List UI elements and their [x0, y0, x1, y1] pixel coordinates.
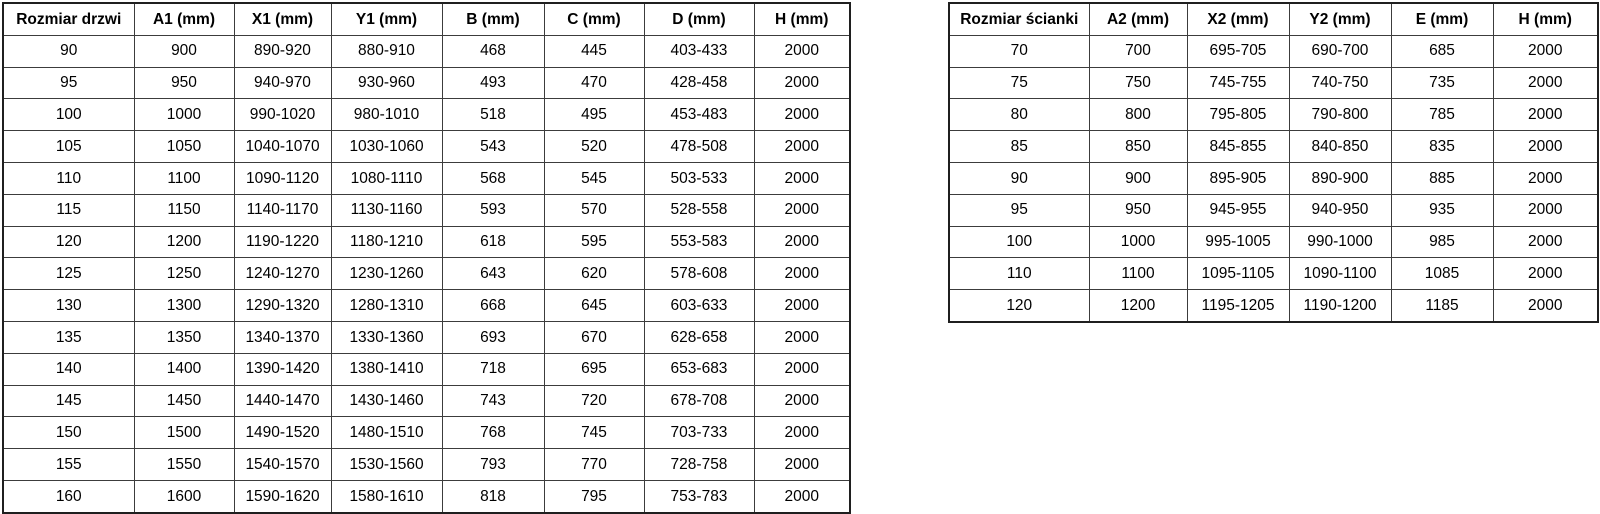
wall-column-header: Y2 (mm) [1289, 3, 1391, 35]
wall-column-header: H (mm) [1493, 3, 1598, 35]
wall-table-cell: 740-750 [1289, 67, 1391, 99]
door-header-row [3, 3, 850, 35]
door-table-row [3, 353, 850, 385]
door-table-cell: 678-708 [644, 385, 754, 417]
wall-table-cell: 1185 [1391, 290, 1493, 322]
door-table-cell: 528-558 [644, 194, 754, 226]
door-table-cell: 110 [3, 162, 134, 194]
wall-table-cell: 75 [949, 67, 1089, 99]
wall-table-cell: 95 [949, 194, 1089, 226]
door-table-cell: 2000 [754, 449, 850, 481]
door-table-cell: 568 [442, 162, 544, 194]
wall-table-row [949, 226, 1598, 258]
door-table-cell: 695 [544, 353, 644, 385]
wall-table-cell: 690-700 [1289, 35, 1391, 67]
wall-table-header [949, 3, 1598, 35]
door-table-cell: 503-533 [644, 162, 754, 194]
door-table-cell: 980-1010 [331, 99, 442, 131]
wall-table-cell: 850 [1089, 131, 1187, 163]
door-table-row [3, 67, 850, 99]
door-table-cell: 1600 [134, 480, 234, 512]
door-table-cell: 1190-1220 [234, 226, 331, 258]
door-table-cell: 403-433 [644, 35, 754, 67]
door-table-cell: 1180-1210 [331, 226, 442, 258]
wall-table-cell: 2000 [1493, 194, 1598, 226]
door-table-cell: 753-783 [644, 480, 754, 512]
door-table-cell: 155 [3, 449, 134, 481]
door-table-cell: 100 [3, 99, 134, 131]
wall-table-row [949, 290, 1598, 322]
wall-table-cell: 895-905 [1187, 162, 1289, 194]
door-table-row [3, 162, 850, 194]
door-table-cell: 1250 [134, 258, 234, 290]
wall-table-cell: 935 [1391, 194, 1493, 226]
door-size-table [2, 2, 851, 514]
door-table-cell: 1500 [134, 417, 234, 449]
door-table-cell: 570 [544, 194, 644, 226]
door-table-cell: 1080-1110 [331, 162, 442, 194]
wall-table-cell: 945-955 [1187, 194, 1289, 226]
wall-column-header: A2 (mm) [1089, 3, 1187, 35]
door-table-cell: 2000 [754, 99, 850, 131]
wall-column-header: X2 (mm) [1187, 3, 1289, 35]
door-table-cell: 743 [442, 385, 544, 417]
door-table-cell: 2000 [754, 417, 850, 449]
wall-table-cell: 795-805 [1187, 99, 1289, 131]
wall-table-cell: 700 [1089, 35, 1187, 67]
wall-table-row [949, 99, 1598, 131]
door-table-cell: 645 [544, 290, 644, 322]
door-table-cell: 150 [3, 417, 134, 449]
wall-column-header: E (mm) [1391, 3, 1493, 35]
door-table-cell: 428-458 [644, 67, 754, 99]
door-table-row [3, 35, 850, 67]
door-table-cell: 545 [544, 162, 644, 194]
door-table-cell: 770 [544, 449, 644, 481]
door-table-cell: 603-633 [644, 290, 754, 322]
wall-table-row [949, 67, 1598, 99]
wall-table-cell: 2000 [1493, 35, 1598, 67]
wall-table-cell: 750 [1089, 67, 1187, 99]
door-table-cell: 720 [544, 385, 644, 417]
door-table-cell: 1050 [134, 131, 234, 163]
wall-table-row [949, 131, 1598, 163]
door-table-cell: 1480-1510 [331, 417, 442, 449]
door-table-cell: 125 [3, 258, 134, 290]
wall-size-table [948, 2, 1599, 323]
door-table-cell: 2000 [754, 35, 850, 67]
door-table-cell: 160 [3, 480, 134, 512]
door-table-cell: 1030-1060 [331, 131, 442, 163]
door-table-cell: 940-970 [234, 67, 331, 99]
door-table-cell: 1130-1160 [331, 194, 442, 226]
door-table-cell: 728-758 [644, 449, 754, 481]
door-table-cell: 900 [134, 35, 234, 67]
door-table-row [3, 226, 850, 258]
door-table-cell: 1300 [134, 290, 234, 322]
door-table-cell: 1340-1370 [234, 321, 331, 353]
door-table-cell: 1330-1360 [331, 321, 442, 353]
door-table-cell: 1380-1410 [331, 353, 442, 385]
door-table-cell: 1550 [134, 449, 234, 481]
door-column-header: H (mm) [754, 3, 850, 35]
door-column-header: X1 (mm) [234, 3, 331, 35]
door-table-cell: 618 [442, 226, 544, 258]
wall-table-cell: 745-755 [1187, 67, 1289, 99]
door-table-cell: 130 [3, 290, 134, 322]
door-column-header: Y1 (mm) [331, 3, 442, 35]
wall-table-cell: 885 [1391, 162, 1493, 194]
door-table-cell: 105 [3, 131, 134, 163]
door-table-cell: 670 [544, 321, 644, 353]
door-table-cell: 520 [544, 131, 644, 163]
door-table-cell: 1430-1460 [331, 385, 442, 417]
door-table-cell: 468 [442, 35, 544, 67]
wall-table-cell: 120 [949, 290, 1089, 322]
door-table-cell: 2000 [754, 162, 850, 194]
door-table-row [3, 131, 850, 163]
door-column-header: C (mm) [544, 3, 644, 35]
wall-table-cell: 1090-1100 [1289, 258, 1391, 290]
door-table-row [3, 385, 850, 417]
wall-header-row [949, 3, 1598, 35]
wall-table-cell: 990-1000 [1289, 226, 1391, 258]
door-table-cell: 643 [442, 258, 544, 290]
door-table-cell: 2000 [754, 353, 850, 385]
wall-table-cell: 2000 [1493, 290, 1598, 322]
door-table-cell: 593 [442, 194, 544, 226]
wall-table-cell: 685 [1391, 35, 1493, 67]
door-table-cell: 2000 [754, 385, 850, 417]
door-table-cell: 495 [544, 99, 644, 131]
door-table-cell: 135 [3, 321, 134, 353]
door-table-cell: 1530-1560 [331, 449, 442, 481]
door-table-cell: 1290-1320 [234, 290, 331, 322]
wall-table-cell: 80 [949, 99, 1089, 131]
wall-table-cell: 1000 [1089, 226, 1187, 258]
wall-table-cell: 100 [949, 226, 1089, 258]
door-table-cell: 1230-1260 [331, 258, 442, 290]
door-table-cell: 445 [544, 35, 644, 67]
door-column-header: D (mm) [644, 3, 754, 35]
door-table-cell: 1150 [134, 194, 234, 226]
door-table-cell: 1040-1070 [234, 131, 331, 163]
door-table-cell: 2000 [754, 321, 850, 353]
door-column-header: A1 (mm) [134, 3, 234, 35]
door-table-cell: 693 [442, 321, 544, 353]
wall-table-cell: 995-1005 [1187, 226, 1289, 258]
door-table-cell: 1140-1170 [234, 194, 331, 226]
wall-table-cell: 800 [1089, 99, 1187, 131]
door-table-cell: 653-683 [644, 353, 754, 385]
wall-table-cell: 1190-1200 [1289, 290, 1391, 322]
door-table-cell: 2000 [754, 258, 850, 290]
wall-table-cell: 835 [1391, 131, 1493, 163]
door-table-row [3, 321, 850, 353]
wall-table-cell: 2000 [1493, 99, 1598, 131]
wall-table-cell: 985 [1391, 226, 1493, 258]
wall-table-cell: 1195-1205 [1187, 290, 1289, 322]
wall-table-cell: 70 [949, 35, 1089, 67]
door-table-cell: 793 [442, 449, 544, 481]
door-table-row [3, 417, 850, 449]
door-table-cell: 890-920 [234, 35, 331, 67]
door-table-cell: 620 [544, 258, 644, 290]
door-table-cell: 120 [3, 226, 134, 258]
door-table-cell: 1580-1610 [331, 480, 442, 512]
door-table-cell: 2000 [754, 194, 850, 226]
door-table-cell: 718 [442, 353, 544, 385]
door-table-cell: 518 [442, 99, 544, 131]
wall-table-row [949, 162, 1598, 194]
door-table-cell: 768 [442, 417, 544, 449]
door-table-row [3, 194, 850, 226]
door-table-cell: 668 [442, 290, 544, 322]
door-table-cell: 950 [134, 67, 234, 99]
wall-table-cell: 840-850 [1289, 131, 1391, 163]
door-table-cell: 1100 [134, 162, 234, 194]
door-table-cell: 930-960 [331, 67, 442, 99]
door-table-cell: 703-733 [644, 417, 754, 449]
wall-table-row [949, 194, 1598, 226]
wall-table-cell: 85 [949, 131, 1089, 163]
door-table-cell: 880-910 [331, 35, 442, 67]
door-table-cell: 90 [3, 35, 134, 67]
door-column-header: Rozmiar drzwi [3, 3, 134, 35]
wall-table-cell: 1100 [1089, 258, 1187, 290]
wall-column-header: Rozmiar ścianki [949, 3, 1089, 35]
door-table-cell: 2000 [754, 131, 850, 163]
door-table-cell: 478-508 [644, 131, 754, 163]
door-table-cell: 1400 [134, 353, 234, 385]
wall-table-cell: 1095-1105 [1187, 258, 1289, 290]
wall-table-cell: 785 [1391, 99, 1493, 131]
wall-table-cell: 735 [1391, 67, 1493, 99]
wall-table-cell: 1085 [1391, 258, 1493, 290]
door-table-cell: 2000 [754, 226, 850, 258]
wall-table-cell: 890-900 [1289, 162, 1391, 194]
door-table-row [3, 258, 850, 290]
wall-table-row [949, 35, 1598, 67]
door-table-cell: 1440-1470 [234, 385, 331, 417]
door-table-cell: 578-608 [644, 258, 754, 290]
door-table-cell: 1090-1120 [234, 162, 331, 194]
wall-table-cell: 2000 [1493, 162, 1598, 194]
door-table-cell: 2000 [754, 290, 850, 322]
door-table-cell: 115 [3, 194, 134, 226]
door-table-cell: 1240-1270 [234, 258, 331, 290]
wall-table-cell: 790-800 [1289, 99, 1391, 131]
door-table-cell: 1000 [134, 99, 234, 131]
door-table-cell: 493 [442, 67, 544, 99]
door-table-cell: 1350 [134, 321, 234, 353]
wall-table-cell: 1200 [1089, 290, 1187, 322]
door-table-cell: 2000 [754, 67, 850, 99]
door-table-cell: 453-483 [644, 99, 754, 131]
door-column-header: B (mm) [442, 3, 544, 35]
door-table-cell: 1280-1310 [331, 290, 442, 322]
door-table-cell: 1590-1620 [234, 480, 331, 512]
door-table-cell: 470 [544, 67, 644, 99]
wall-table-cell: 695-705 [1187, 35, 1289, 67]
door-table-cell: 818 [442, 480, 544, 512]
door-table-header [3, 3, 850, 35]
wall-table-cell: 110 [949, 258, 1089, 290]
door-table-cell: 1390-1420 [234, 353, 331, 385]
wall-table-cell: 950 [1089, 194, 1187, 226]
door-table-cell: 795 [544, 480, 644, 512]
door-table-body [3, 35, 850, 512]
door-table-row [3, 449, 850, 481]
door-table-cell: 628-658 [644, 321, 754, 353]
door-table-row [3, 480, 850, 512]
door-table-cell: 1450 [134, 385, 234, 417]
door-table-row [3, 290, 850, 322]
door-table-cell: 745 [544, 417, 644, 449]
wall-table-cell: 845-855 [1187, 131, 1289, 163]
door-table-cell: 1490-1520 [234, 417, 331, 449]
door-table-cell: 553-583 [644, 226, 754, 258]
wall-table-cell: 2000 [1493, 131, 1598, 163]
door-table-row [3, 99, 850, 131]
door-table-cell: 95 [3, 67, 134, 99]
wall-table-cell: 900 [1089, 162, 1187, 194]
door-table-cell: 1540-1570 [234, 449, 331, 481]
wall-table-cell: 2000 [1493, 226, 1598, 258]
wall-table-cell: 2000 [1493, 67, 1598, 99]
door-table-cell: 140 [3, 353, 134, 385]
wall-table-row [949, 258, 1598, 290]
door-table-cell: 543 [442, 131, 544, 163]
door-table-cell: 2000 [754, 480, 850, 512]
wall-table-cell: 90 [949, 162, 1089, 194]
wall-table-cell: 940-950 [1289, 194, 1391, 226]
door-table-cell: 1200 [134, 226, 234, 258]
wall-table-body [949, 35, 1598, 322]
door-table-cell: 595 [544, 226, 644, 258]
wall-table-cell: 2000 [1493, 258, 1598, 290]
door-table-cell: 145 [3, 385, 134, 417]
door-table-cell: 990-1020 [234, 99, 331, 131]
